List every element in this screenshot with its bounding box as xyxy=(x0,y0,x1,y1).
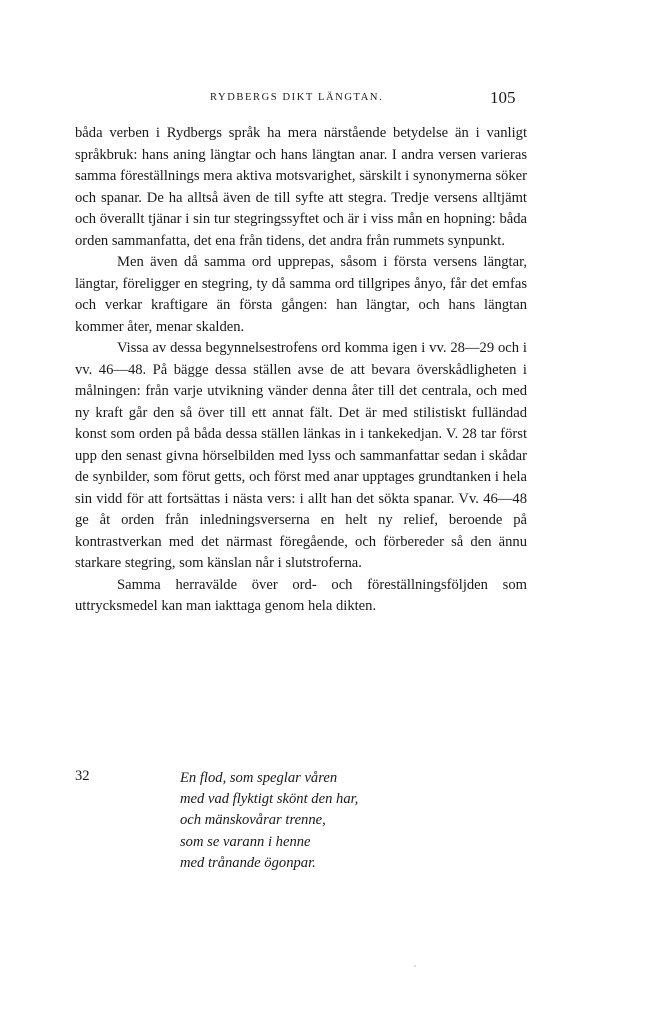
verse-line: som se varann i henne xyxy=(180,833,311,850)
paragraph-2: Men även då samma ord upprepas, såsom i första versens längtar, längtar, föreligger en stegring, ty då samma ord tillgripes ånyo, får det emfas och verkar kraftigare än första gången: han längtar, och hans längtan kommer åter, menar skalden. xyxy=(75,254,527,335)
paper-speck xyxy=(414,965,416,967)
verse-line: En flod, som speglar våren xyxy=(180,770,338,786)
paragraph-3: Vissa av dessa begynnelsestrofens ord komma igen i vv. 28—29 och i vv. 46—48. På bägge dessa ställen avse de att bevara överskådligheten i målningen: från varje utvikning vänder denna åter till det centrala, och med ny kraft går den så över till ett annat fält. Det är med stilistiskt fulländad konst som orden på båda dessa ställen länkas in i tankekedjan. V. 28 tar först upp den senast givna hörselbilden med lyss och sammanfattar sedan i skådar de synbilder, som förut getts, och först med anar upptages grundtanken i hela sin vidd för att fortsättas i nästa vers: i allt han det sökta spanar. Vv. 46—48 ge åt orden från inledningsverserna en helt ny relief, beroende på kontrastverkan med det närmast föregående, och förbereder så den ännu starkare stegring, som känslan når i slutstroferna. xyxy=(75,340,527,571)
verse-line: med trånande ögonpar. xyxy=(180,854,316,871)
body-text xyxy=(75,123,527,618)
verse-line: med vad flyktigt skönt den har, xyxy=(180,791,359,808)
running-title: RYDBERGS DIKT LÄNGTAN. xyxy=(210,92,384,103)
page-number: 105 xyxy=(490,88,516,107)
verse-number: 32 xyxy=(75,768,90,784)
paragraph-4: Samma herravälde över ord- och föreställningsföljden som uttrycksmedel kan man iakttaga genom hela dikten. xyxy=(75,576,527,614)
paragraph-1: båda verben i Rydbergs språk ha mera närstående betydelse än i vanligt språkbruk: hans aning längtar och hans längtan anar. I andra versen varieras samma föreställnings mera aktiva motsvarighet, särskilt i synonymerna söker och spanar. De ha alltså även de till syfte att stegra. Tredje versens alltjämt och överallt tjänar i sin tur stegringssyftet och är i viss mån en hopning: båda orden sammanfatta, det ena från tidens, det andra från rummets synpunkt. xyxy=(75,125,527,249)
verse-line: och mänskovårar trenne, xyxy=(180,812,326,829)
verse-lines xyxy=(180,768,358,874)
